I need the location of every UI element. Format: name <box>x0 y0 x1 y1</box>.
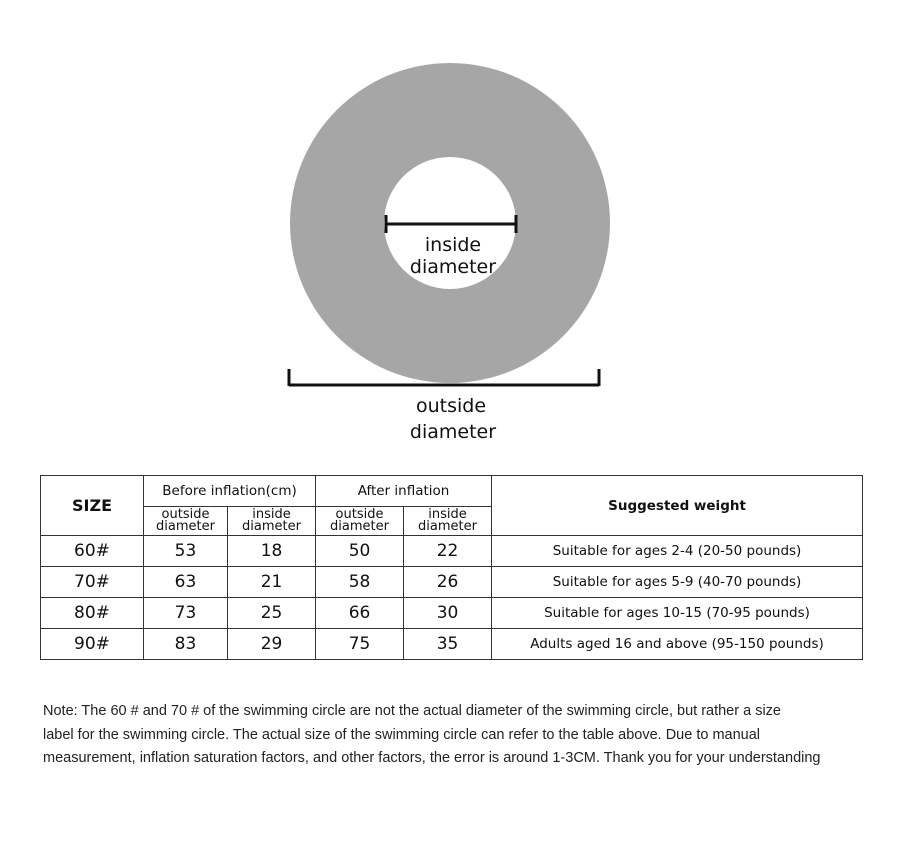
outside-diameter-label-line1: outside <box>415 395 487 417</box>
weight-cell: Suitable for ages 10-15 (70-95 pounds) <box>492 598 863 629</box>
before-inside-cell: 18 <box>228 536 316 567</box>
table-row <box>41 629 863 660</box>
table-row <box>41 567 863 598</box>
before-outside-cell: 83 <box>144 629 228 660</box>
after-outside-cell: 50 <box>316 536 404 567</box>
size-cell: 90# <box>41 629 144 660</box>
table-row <box>41 598 863 629</box>
note-line-2: label for the swimming circle. The actual size of the swimming circle can refer to the table above. Due to manual <box>43 726 761 743</box>
note-line-3: measurement, inflation saturation factors, and other factors, the error is around 1-3CM. Thank you for your understanding <box>43 750 821 766</box>
before-outside-diameter-header: outside diameter <box>144 507 228 536</box>
before-outside-cell: 53 <box>144 536 228 567</box>
after-inside-cell: 26 <box>404 567 492 598</box>
size-note <box>43 700 893 771</box>
size-cell: 70# <box>41 567 144 598</box>
table-row <box>41 536 863 567</box>
after-outside-cell: 75 <box>316 629 404 660</box>
after-outside-diameter-header: outside diameter <box>316 507 404 536</box>
suggested-weight-header: Suggested weight <box>492 476 863 536</box>
size-cell: 80# <box>41 598 144 629</box>
outside-diameter-label-line2: diameter <box>409 421 497 443</box>
before-inflation-header: Before inflation(cm) <box>144 476 316 507</box>
after-outside-cell: 58 <box>316 567 404 598</box>
before-inside-cell: 29 <box>228 629 316 660</box>
before-inside-diameter-header: inside diameter <box>228 507 316 536</box>
after-inside-cell: 35 <box>404 629 492 660</box>
weight-cell: Suitable for ages 2-4 (20-50 pounds) <box>492 536 863 567</box>
after-inflation-header: After inflation <box>316 476 492 507</box>
size-cell: 60# <box>41 536 144 567</box>
before-inside-cell: 25 <box>228 598 316 629</box>
weight-cell: Suitable for ages 5-9 (40-70 pounds) <box>492 567 863 598</box>
after-inside-diameter-header: inside diameter <box>404 507 492 536</box>
before-outside-cell: 63 <box>144 567 228 598</box>
size-header: SIZE <box>41 476 144 536</box>
after-inside-cell: 30 <box>404 598 492 629</box>
weight-cell: Adults aged 16 and above (95-150 pounds) <box>492 629 863 660</box>
after-inside-cell: 22 <box>404 536 492 567</box>
before-outside-cell: 73 <box>144 598 228 629</box>
inside-diameter-label-line2: diameter <box>409 256 497 278</box>
after-outside-cell: 66 <box>316 598 404 629</box>
note-line-1: Note: The 60 # and 70 # of the swimming circle are not the actual diameter of the swimming circle, but rather a size <box>43 703 781 719</box>
before-inside-cell: 21 <box>228 567 316 598</box>
inside-diameter-label-line1: inside <box>424 234 482 256</box>
size-chart-table <box>40 475 863 660</box>
